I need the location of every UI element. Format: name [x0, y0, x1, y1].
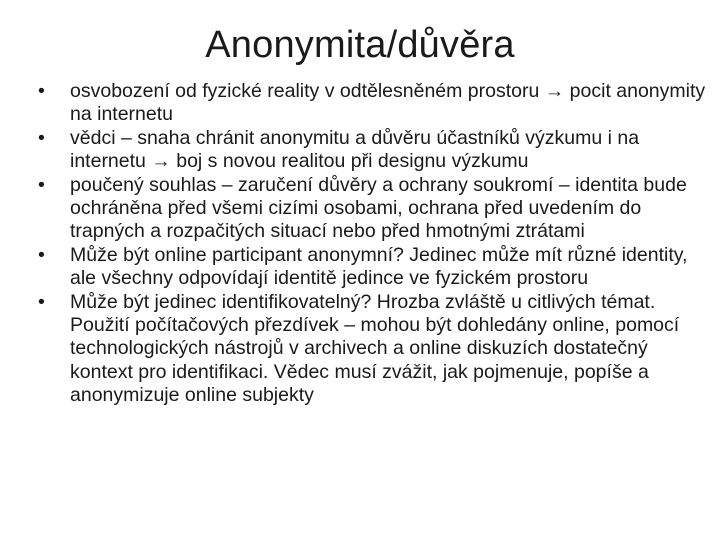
bullet-text: Může být jedinec identifikovatelný? Hrozba zvláště u citlivých témat. Použití počítačových přezdívek – mohou být dohledány online, pomocí technologických nástrojů v archivech a online diskuzích dostatečný kontext pro identifikaci. Vědec musí zvážit, jak pojmenuje, popíše a anonymizuje online subjekty	[70, 290, 680, 407]
bullet-item	[38, 174, 708, 244]
bullet-icon: •	[38, 243, 45, 266]
bullet-icon: •	[38, 290, 45, 313]
bullet-item	[38, 244, 708, 291]
bullet-icon: •	[38, 126, 45, 149]
bullet-list	[38, 80, 708, 408]
bullet-item	[38, 127, 708, 174]
bullet-text: poučený souhlas – zaručení důvěry a ochrany soukromí – identita bude ochráněna před všemi cizími osobami, ochrana před uvedením do trapných a rozpačitých situací nebo před hmotnými ztrátami	[70, 173, 687, 243]
bullet-text: osvobození od fyzické reality v odtělesněném prostoru → pocit anonymity na internetu	[70, 80, 706, 126]
bullet-icon: •	[38, 80, 45, 102]
bullet-text: Může být online participant anonymní? Jedinec může mít různé identity, ale všechny odpovídají identitě jedince ve fyzickém prostoru	[70, 243, 688, 290]
bullet-text: vědci – snaha chránit anonymitu a důvěru účastníků výzkumu i na internetu → boj s novou realitou při designu výzkumu	[70, 126, 640, 173]
bullet-item	[38, 80, 708, 127]
bullet-item	[38, 291, 708, 408]
bullet-icon: •	[38, 173, 45, 196]
slide-title: Anonymita/důvěra	[205, 24, 515, 66]
